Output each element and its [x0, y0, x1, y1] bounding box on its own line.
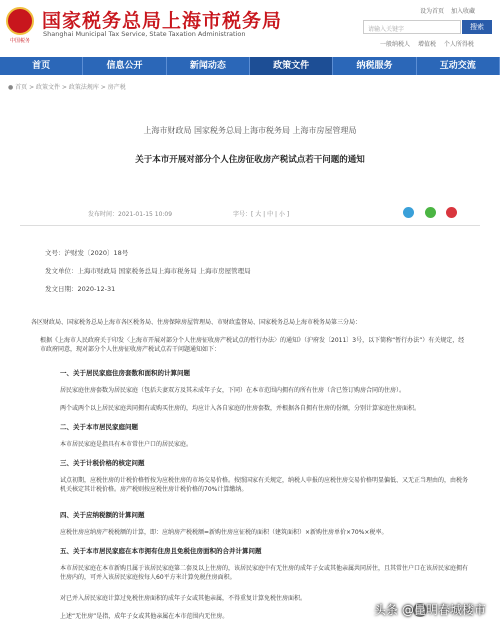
quick-link-general-taxpayer[interactable]: 一般纳税人	[380, 41, 411, 48]
section-4-paragraph: 应税住房应纳房产税税额的计算，即：应纳房产税税额=新购住房应征税的面积（建筑面积）×新购住房单价×70%×税率。	[60, 529, 388, 536]
section-3-heading: 三、关于计税价格的核定问题	[60, 459, 145, 467]
section-5-paragraph-2: 对已并入居民家庭计算过免税住房面积的成年子女或其他亲属，不得重复计算免税住房面积。	[60, 595, 307, 602]
issuing-agencies: 上海市财政局 国家税务总局上海市税务局 上海市房屋管理局	[143, 126, 357, 135]
section-4-heading: 四、关于应纳税额的计算问题	[60, 511, 145, 519]
set-homepage-link[interactable]: 设为首页	[420, 8, 445, 15]
section-1-heading: 一、关于居民家庭住房套数和面积的计算问题	[60, 369, 190, 377]
quick-link-iit[interactable]: 个人所得税	[443, 41, 474, 48]
breadcrumb-text[interactable]: 首页 > 政策文件 > 政策法规库 > 房产税	[15, 84, 126, 91]
section-1-paragraph-1: 居民家庭住房套数为居民家庭（包括夫妻双方及其未成年子女，下同）在本市范围内拥有的所有住房（含已签订购房合同的住房）。	[60, 387, 406, 394]
section-3-paragraph: 试点初期，应税住房的计税价格暂按为应税住房的市场交易价格。按照国家有关规定，纳税人申报的应税住房交易价格明显偏低、又无正当理由的，由税务机关核定其计税价格。房产税则按应税住房计税价格的70%计算缴纳。	[60, 477, 469, 493]
share-qzone-icon[interactable]	[403, 207, 414, 218]
site-title: 国家税务总局上海市税务局	[42, 10, 283, 32]
nav-news[interactable]: 新闻动态	[167, 57, 250, 75]
intro-paragraph: 根据《上海市人民政府关于印发〈上海市开展对部分个人住房征收房产税试点的暂行办法〉的通知》（沪府发〔2011〕3号，以下简称“暂行办法”）有关规定，经市政府同意，现对部分个人住房征收房产税试点若干问题通知如下：	[40, 337, 465, 353]
search-input[interactable]: 请输入关键字	[363, 20, 461, 34]
nav-info-disclosure[interactable]: 信息公开	[83, 57, 166, 75]
section-5-paragraph-3: 上述“无住房”是指，成年子女或其他亲属在本市范围内无住房。	[60, 613, 229, 620]
section-1-paragraph-2: 两个或两个以上居民家庭共同拥有或购买住房的，均应计入各自家庭的住房套数，并根据各自拥有住房的份额，分别计算家庭住房面积。	[60, 405, 421, 412]
emblem-caption: 中国税务	[9, 38, 30, 44]
article-meta	[0, 207, 500, 221]
add-favorite-link[interactable]: 加入收藏	[450, 8, 475, 15]
main-nav	[0, 57, 500, 75]
share-weibo-icon[interactable]	[446, 207, 457, 218]
search-button[interactable]: 搜索	[462, 20, 492, 34]
share-wechat-icon[interactable]	[425, 207, 436, 218]
section-5-heading: 五、关于本市居民家庭在本市拥有住房且免税住房面积的合并计算问题	[60, 547, 262, 555]
issuing-unit: 发文单位：上海市财政局 国家税务总局上海市税务局 上海市房屋管理局	[45, 267, 251, 275]
site-header	[0, 0, 500, 55]
tax-emblem-icon	[6, 7, 34, 35]
site-subtitle: Shanghai Municipal Tax Service, State Taxation Administration	[43, 30, 246, 38]
publish-time: 发布时间：2021-01-15 10:09	[88, 211, 173, 218]
top-links	[420, 6, 480, 15]
nav-policy-documents[interactable]: 政策文件	[250, 57, 333, 75]
section-2-paragraph: 本市居民家庭是指具有本市常住户口的居民家庭。	[60, 441, 193, 448]
document-title: 关于本市开展对部分个人住房征收房产税试点若干问题的通知	[135, 155, 365, 165]
section-5-paragraph-1: 本市居民家庭在本市新购且属于该居民家庭第二套及以上住房的，该居民家庭中有无住房的成年子女或其他亲属共同居住，且其常住户口在该居民家庭拥有住房内的，可并入该居民家庭按每人60平方米计算免税住房面积。	[60, 565, 469, 581]
issue-date: 发文日期：2020-12-31	[45, 285, 116, 293]
nav-interaction[interactable]: 互动交流	[417, 57, 500, 75]
quick-link-vat[interactable]: 增值税	[417, 41, 436, 48]
nav-tax-service[interactable]: 纳税服务	[333, 57, 416, 75]
watermark: 头条 @昆明春城楼市	[374, 603, 486, 617]
section-2-heading: 二、关于本市居民家庭问题	[60, 423, 138, 431]
meta-divider	[20, 225, 480, 226]
document-number: 文号：沪财发〔2020〕18号	[45, 249, 129, 257]
greeting-paragraph: 各区财政局、国家税务总局上海市各区税务局、住房保障房屋管理局、市财政监督局、国家税务总局上海市税务局第三分局：	[31, 319, 362, 326]
breadcrumb[interactable]	[8, 82, 126, 91]
font-size-selector[interactable]: 字号：[ 大 | 中 | 小 ]	[233, 211, 290, 218]
nav-home[interactable]: 首页	[0, 57, 83, 75]
quick-links	[380, 39, 480, 48]
location-icon: ●	[8, 84, 14, 91]
